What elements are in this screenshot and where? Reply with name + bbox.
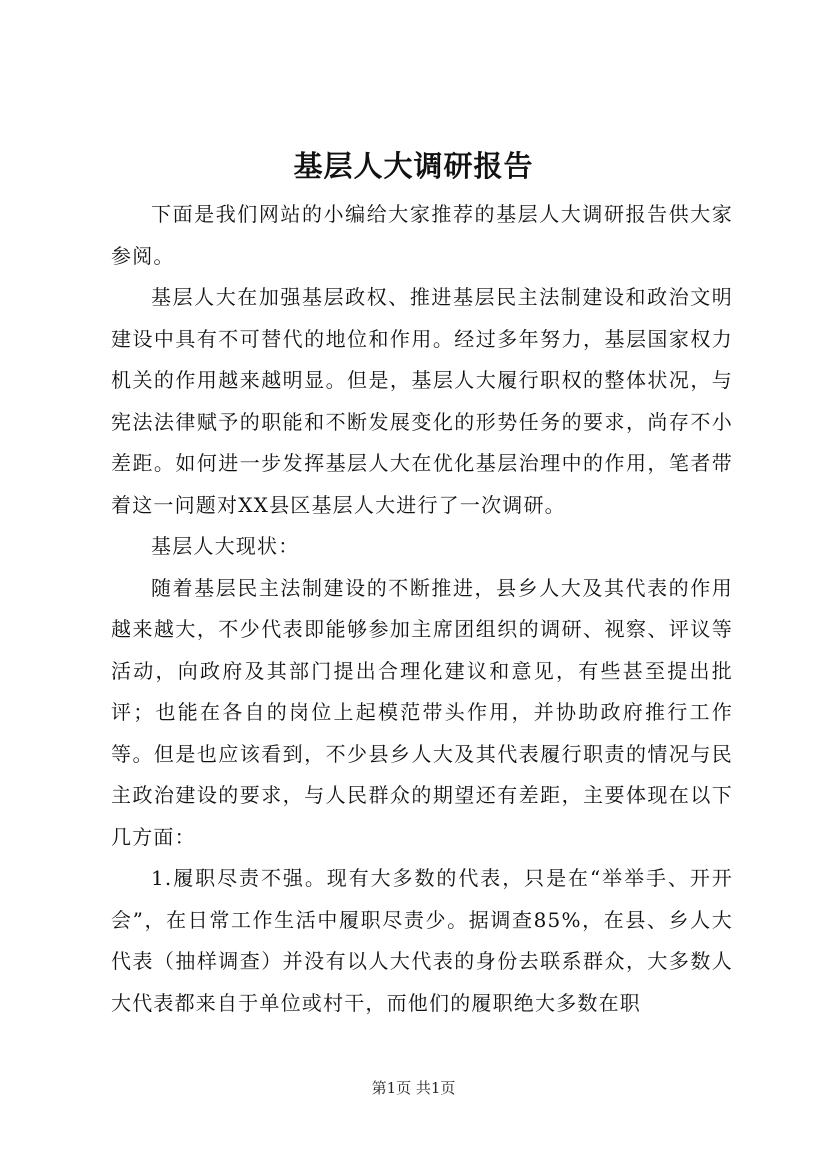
page-number-footer: 第1页 共1页 xyxy=(371,1079,456,1097)
paragraph-point-1: 1.履职尽责不强。现有大多数的代表，只是在“举举手、开开会”，在日常工作生活中履职尽责少。据调查85%，在县、乡人大代表（抽样调查）并没有以人大代表的身份去联系群众，大多数人大代表都来自于单位或村干，而他们的履职绝大多数在职 xyxy=(111,866,733,1015)
document-title: 基层人大调研报告 xyxy=(293,149,534,183)
paragraph-intro: 下面是我们网站的小编给大家推荐的基层人大调研报告供大家参阅。 xyxy=(111,202,733,268)
paragraph-status: 随着基层民主法制建设的不断推进，县乡人大及其代表的作用越来越大，不少代表即能够参加主席团组织的调研、视察、评议等活动，向政府及其部门提出合理化建议和意见，有些甚至提出批评；也能在各自的岗位上起模范带头作用，并协助政府推行工作等。但是也应该看到，不少县乡人大及其代表履行职责的情况与民主政治建设的要求，与人民群众的期望还有差距，主要体现在以下几方面： xyxy=(111,575,733,849)
document-body xyxy=(111,194,733,1024)
paragraph-background: 基层人大在加强基层政权、推进基层民主法制建设和政治文明建设中具有不可替代的地位和作用。经过多年努力，基层国家权力机关的作用越来越明显。但是，基层人大履行职权的整体状况，与宪法法律赋予的职能和不断发展变化的形势任务的要求，尚存不小差距。如何进一步发挥基层人大在优化基层治理中的作用，笔者带着这一问题对XX县区基层人大进行了一次调研。 xyxy=(111,285,733,517)
paragraph-section-heading: 基层人大现状： xyxy=(151,534,300,558)
